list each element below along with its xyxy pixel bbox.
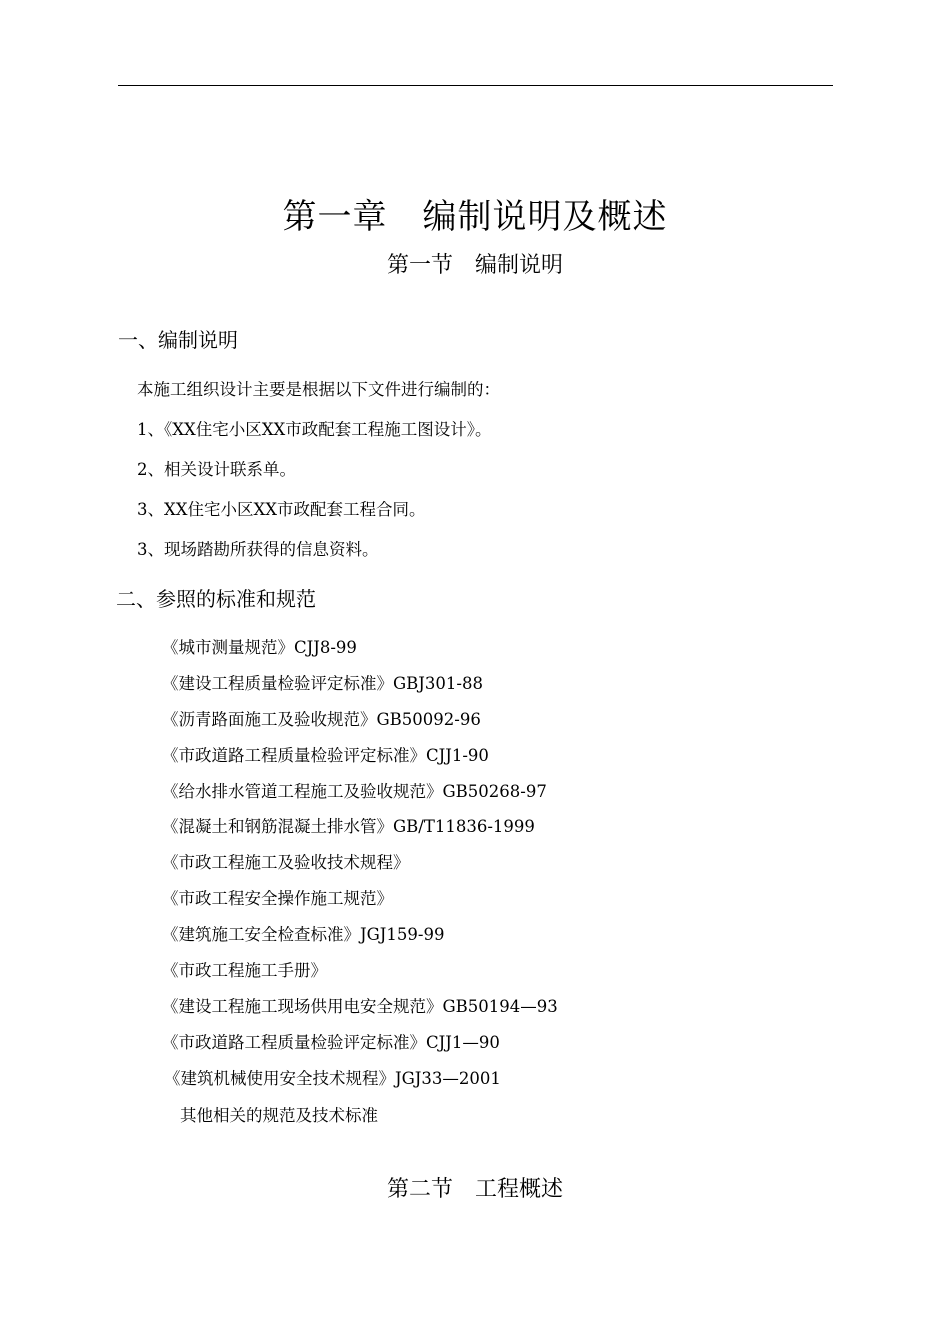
standard-item: 《城市测量规范》CJJ8-99 bbox=[162, 638, 357, 657]
standard-item: 《市政工程施工及验收技术规程》 bbox=[162, 853, 410, 872]
heading-standards: 二、参照的标准和规范 bbox=[116, 587, 316, 611]
list-item: 3、现场踏勘所获得的信息资料。 bbox=[137, 540, 379, 559]
standard-item: 《市政道路工程质量检验评定标准》CJJ1-90 bbox=[162, 746, 489, 765]
standard-item: 《市政工程安全操作施工规范》 bbox=[162, 889, 393, 908]
standard-item: 《市政道路工程质量检验评定标准》CJJ1—90 bbox=[162, 1033, 500, 1052]
intro-paragraph: 本施工组织设计主要是根据以下文件进行编制的： bbox=[137, 380, 500, 399]
standard-item: 《建设工程施工现场供用电安全规范》GB50194—93 bbox=[162, 997, 558, 1016]
list-item: 2、相关设计联系单。 bbox=[137, 460, 296, 479]
standard-item: 《建筑机械使用安全技术规程》JGJ33—2001 bbox=[164, 1069, 501, 1088]
section-title-2: 第二节 工程概述 bbox=[386, 1177, 563, 1202]
standard-item: 《给水排水管道工程施工及验收规范》GB50268-97 bbox=[162, 782, 547, 801]
list-item: 3、XX住宅小区XX市政配套工程合同。 bbox=[137, 500, 426, 519]
standard-item: 《市政工程施工手册》 bbox=[162, 961, 327, 980]
standard-item: 《建筑施工安全检查标准》JGJ159-99 bbox=[162, 925, 445, 944]
standard-item: 《建设工程质量检验评定标准》GBJ301-88 bbox=[162, 674, 483, 693]
section-title-1: 第一节 编制说明 bbox=[386, 253, 563, 278]
header-rule bbox=[118, 85, 833, 86]
heading-compilation-notes: 一、编制说明 bbox=[118, 328, 238, 352]
other-standards: 其他相关的规范及技术标准 bbox=[180, 1106, 378, 1125]
list-item: 1、《XX住宅小区XX市政配套工程施工图设计》。 bbox=[137, 420, 492, 439]
standard-item: 《混凝土和钢筋混凝土排水管》GB/T11836-1999 bbox=[162, 817, 535, 836]
chapter-title: 第一章 编制说明及概述 bbox=[282, 197, 668, 237]
standard-item: 《沥青路面施工及验收规范》GB50092-96 bbox=[162, 710, 481, 729]
